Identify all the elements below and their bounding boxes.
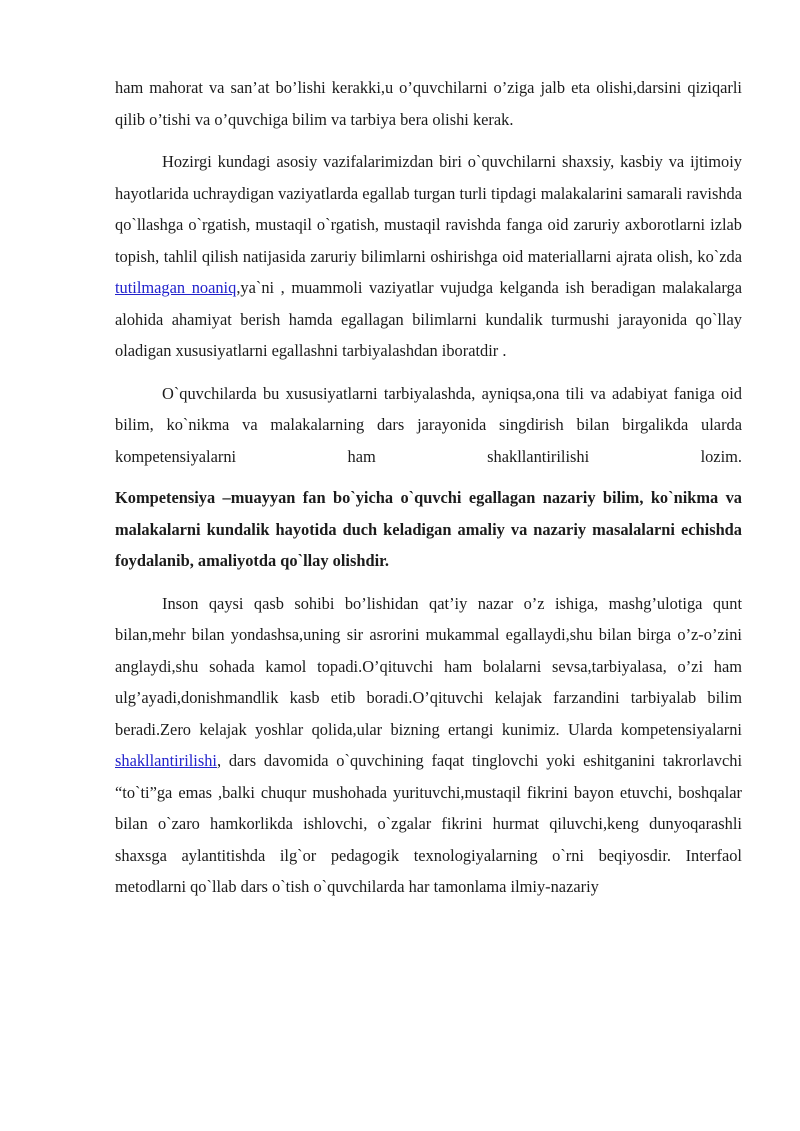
hyperlink-shakllantirilishi[interactable]: shakllantirilishi	[115, 751, 217, 770]
paragraph-2	[115, 146, 742, 367]
paragraph-1: ham mahorat va san’at bo’lishi kerakki,u o’quvchilarni o’ziga jalb eta olishi,darsini qiziqarli qilib o’tishi va o’quvchiga bilim va tarbiya bera olishi kerak.	[115, 78, 742, 129]
hyperlink-tutilmagan-noaniq[interactable]: tutilmagan noaniq	[115, 278, 237, 297]
paragraph-3: O`quvchilarda bu xususiyatlarni tarbiyalashda, ayniqsa,ona tili va adabiyat faniga oid bilim, ko`nikma va malakalarning dars jarayonida singdirish bilan birgalikda ularda kompetensiyalarni ham shakllantirilishi lozim.	[115, 383, 742, 466]
kompetensiya-definition: Kompetensiya –muayyan fan bo`yicha o`quvchi egallagan nazariy bilim, ko`nikma va malakalarni kundalik hayotida duch keladigan amaliy va nazariy masalalarni echishda foydalanib, amaliyotda qo`llay olishdir.	[115, 488, 742, 570]
paragraph-5	[115, 588, 742, 903]
paragraph-5-text-start: Inson qaysi qasb sohibi bo’lishidan qat’iy nazar o’z ishiga, mashg’ulotiga qunt bilan,mehr bilan yondashsa,uning sir asrorini mukammal egallaydi,shu bilan birga o’z-o’zini anglaydi,shu sohada kamol topadi.O’qituvchi ham bolalarni sevsa,tarbiyalasa, o’zi ham ulg’ayadi,donishmandlik kasb etib boradi.O’qituvchi kelajak farzandini tarbiyalab bilim beradi.Zero kelajak yoshlar qolida,ular bizning ertangi kunimiz. Ularda kompetensiyalarni	[115, 593, 742, 739]
paragraph-5-text-end: , dars davomida o`quvchining faqat tinglovchi yoki eshitganini takrorlavchi “to`ti”ga emas ,balki chuqur mushohada yurituvchi,mustaqil fikrini bayon etuvchi, boshqalar bilan o`zaro hamkorlikda ishlovchi, o`zgalar fikrini hurmat qiluvchi,keng dunyoqarashli shaxsga aylantitishda ilg`or pedagogik texnologiyalarning o`rni beqiyosdir. Interfaol metodlarni qo`llab dars o`tish o`quvchilarda har tamonlama ilmiy-nazariy	[115, 751, 742, 896]
paragraph-2-text-end: ,ya`ni , muammoli vaziyatlar vujudga kelganda ish beradigan malakalarga alohida ahamiyat berish hamda egallagan bilimlarni kundalik turmushi jarayonida qo`llay oladigan xususiyatlarni egallashni tarbiyalashdan iboratdir .	[115, 278, 743, 360]
document-page	[115, 72, 742, 903]
paragraph-2-text-start: Hozirgi kundagi asosiy vazifalarimizdan biri o`quvchilarni shaxsiy, kasbiy va ijtimoiy hayotlarida uchraydigan vaziyatlarda egallab turgan turli tipdagi malakalarini samarali ravishda qo`llashga o`rgatish, mustaqil o`rgatish, mustaqil ravishda fanga oid zaruriy axborotlarni izlab topish, tahlil qilish natijasida zaruriy bilimlarni oshirishga oid materiallarni ajrata olish, ko`zda	[115, 152, 742, 266]
